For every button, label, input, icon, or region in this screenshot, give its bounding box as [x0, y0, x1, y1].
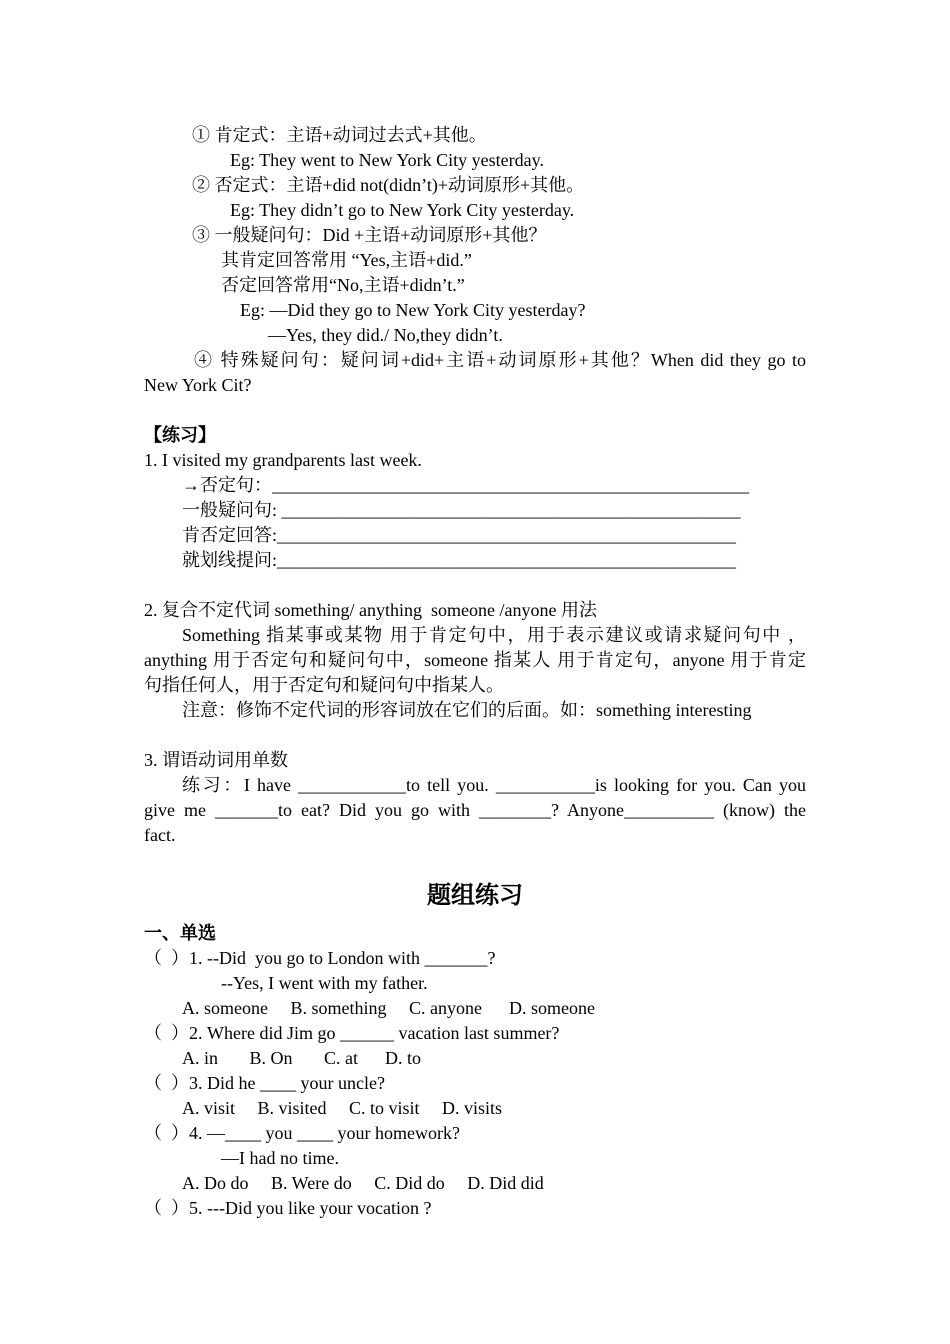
- underline-question-blank: 就划线提问:___________________________________________________: [182, 550, 737, 570]
- example-question: Eg: —Did they go to New York City yesterday?: [240, 300, 586, 320]
- example-negative: Eg: They didn’t go to New York City yesterday.: [230, 200, 575, 220]
- verb-exercise-line1: 练习：I have ____________to tell you. ___________is looking for you. Can you: [182, 775, 806, 795]
- pronoun-paragraph-line1: Something 指某事或某物 用于肯定句中，用于表示建议或请求疑问句中 ，: [182, 625, 807, 645]
- answer-affirmative: 其肯定回答常用 “Yes,主语+did.”: [221, 250, 472, 270]
- question-3-options: A. visit B. visited C. to visit D. visits: [182, 1098, 503, 1118]
- question-4-reply: —I had no time.: [221, 1148, 339, 1168]
- rule-special-question: ④ 特殊疑问句：疑问词+did+主语+动词原形+其他？When did they go to: [194, 350, 806, 370]
- rule-general-question: ③ 一般疑问句：Did +主语+动词原形+其他？: [192, 225, 547, 245]
- question-1: （ ）1. --Did you go to London with _______?: [144, 948, 496, 968]
- pronoun-paragraph-line3: 句指任何人，用于否定句和疑问句中指某人。: [144, 675, 504, 695]
- rule-affirmative: ① 肯定式：主语+动词过去式+其他。: [192, 125, 487, 145]
- pronoun-heading: 2. 复合不定代词 something/ anything someone /anyone 用法: [144, 600, 597, 620]
- negative-sentence-blank: →否定句：_____________________________________________________: [182, 475, 749, 495]
- question-4: （ ）4. —____ you ____ your homework?: [144, 1123, 460, 1143]
- exercise-title: 题组练习: [427, 883, 523, 909]
- example-affirmative: Eg: They went to New York City yesterday.: [230, 150, 544, 170]
- rule-negative: ② 否定式：主语+did not(didn’t)+动词原形+其他。: [192, 175, 585, 195]
- practice-heading: 【练习】: [144, 425, 216, 445]
- question-1-options: A. someone B. something C. anyone D. someone: [182, 998, 595, 1018]
- verb-exercise-line2: give me _______to eat? Did you go with ________? Anyone__________ (know) the: [144, 800, 806, 820]
- verb-exercise-line3: fact.: [144, 825, 176, 845]
- yes-no-answer-blank: 肯否定回答:___________________________________________________: [182, 525, 737, 545]
- question-1-reply: --Yes, I went with my father.: [221, 973, 428, 993]
- rule-special-question-cont: New York Cit?: [144, 375, 252, 395]
- pronoun-paragraph-line2: anything 用于否定句和疑问句中，someone 指某人 用于肯定句，anyone 用于肯定: [144, 650, 806, 670]
- example-answer: —Yes, they did./ No,they didn’t.: [268, 325, 503, 345]
- verb-heading: 3. 谓语动词用单数: [144, 750, 288, 770]
- question-4-options: A. Do do B. Were do C. Did do D. Did did: [182, 1173, 544, 1193]
- general-question-blank: 一般疑问句: ___________________________________________________: [182, 500, 741, 520]
- pronoun-note: 注意：修饰不定代词的形容词放在它们的后面。如：something interesting: [182, 700, 752, 720]
- section-heading: 一、单选: [144, 923, 216, 943]
- question-2-options: A. in B. On C. at D. to: [182, 1048, 422, 1068]
- answer-negative: 否定回答常用“No,主语+didn’t.”: [221, 275, 465, 295]
- question-5: （ ）5. ---Did you like your vocation ?: [144, 1198, 432, 1218]
- question-2: （ ）2. Where did Jim go ______ vacation last summer?: [144, 1023, 560, 1043]
- practice-item-1: 1. I visited my grandparents last week.: [144, 450, 422, 470]
- question-3: （ ）3. Did he ____ your uncle?: [144, 1073, 385, 1093]
